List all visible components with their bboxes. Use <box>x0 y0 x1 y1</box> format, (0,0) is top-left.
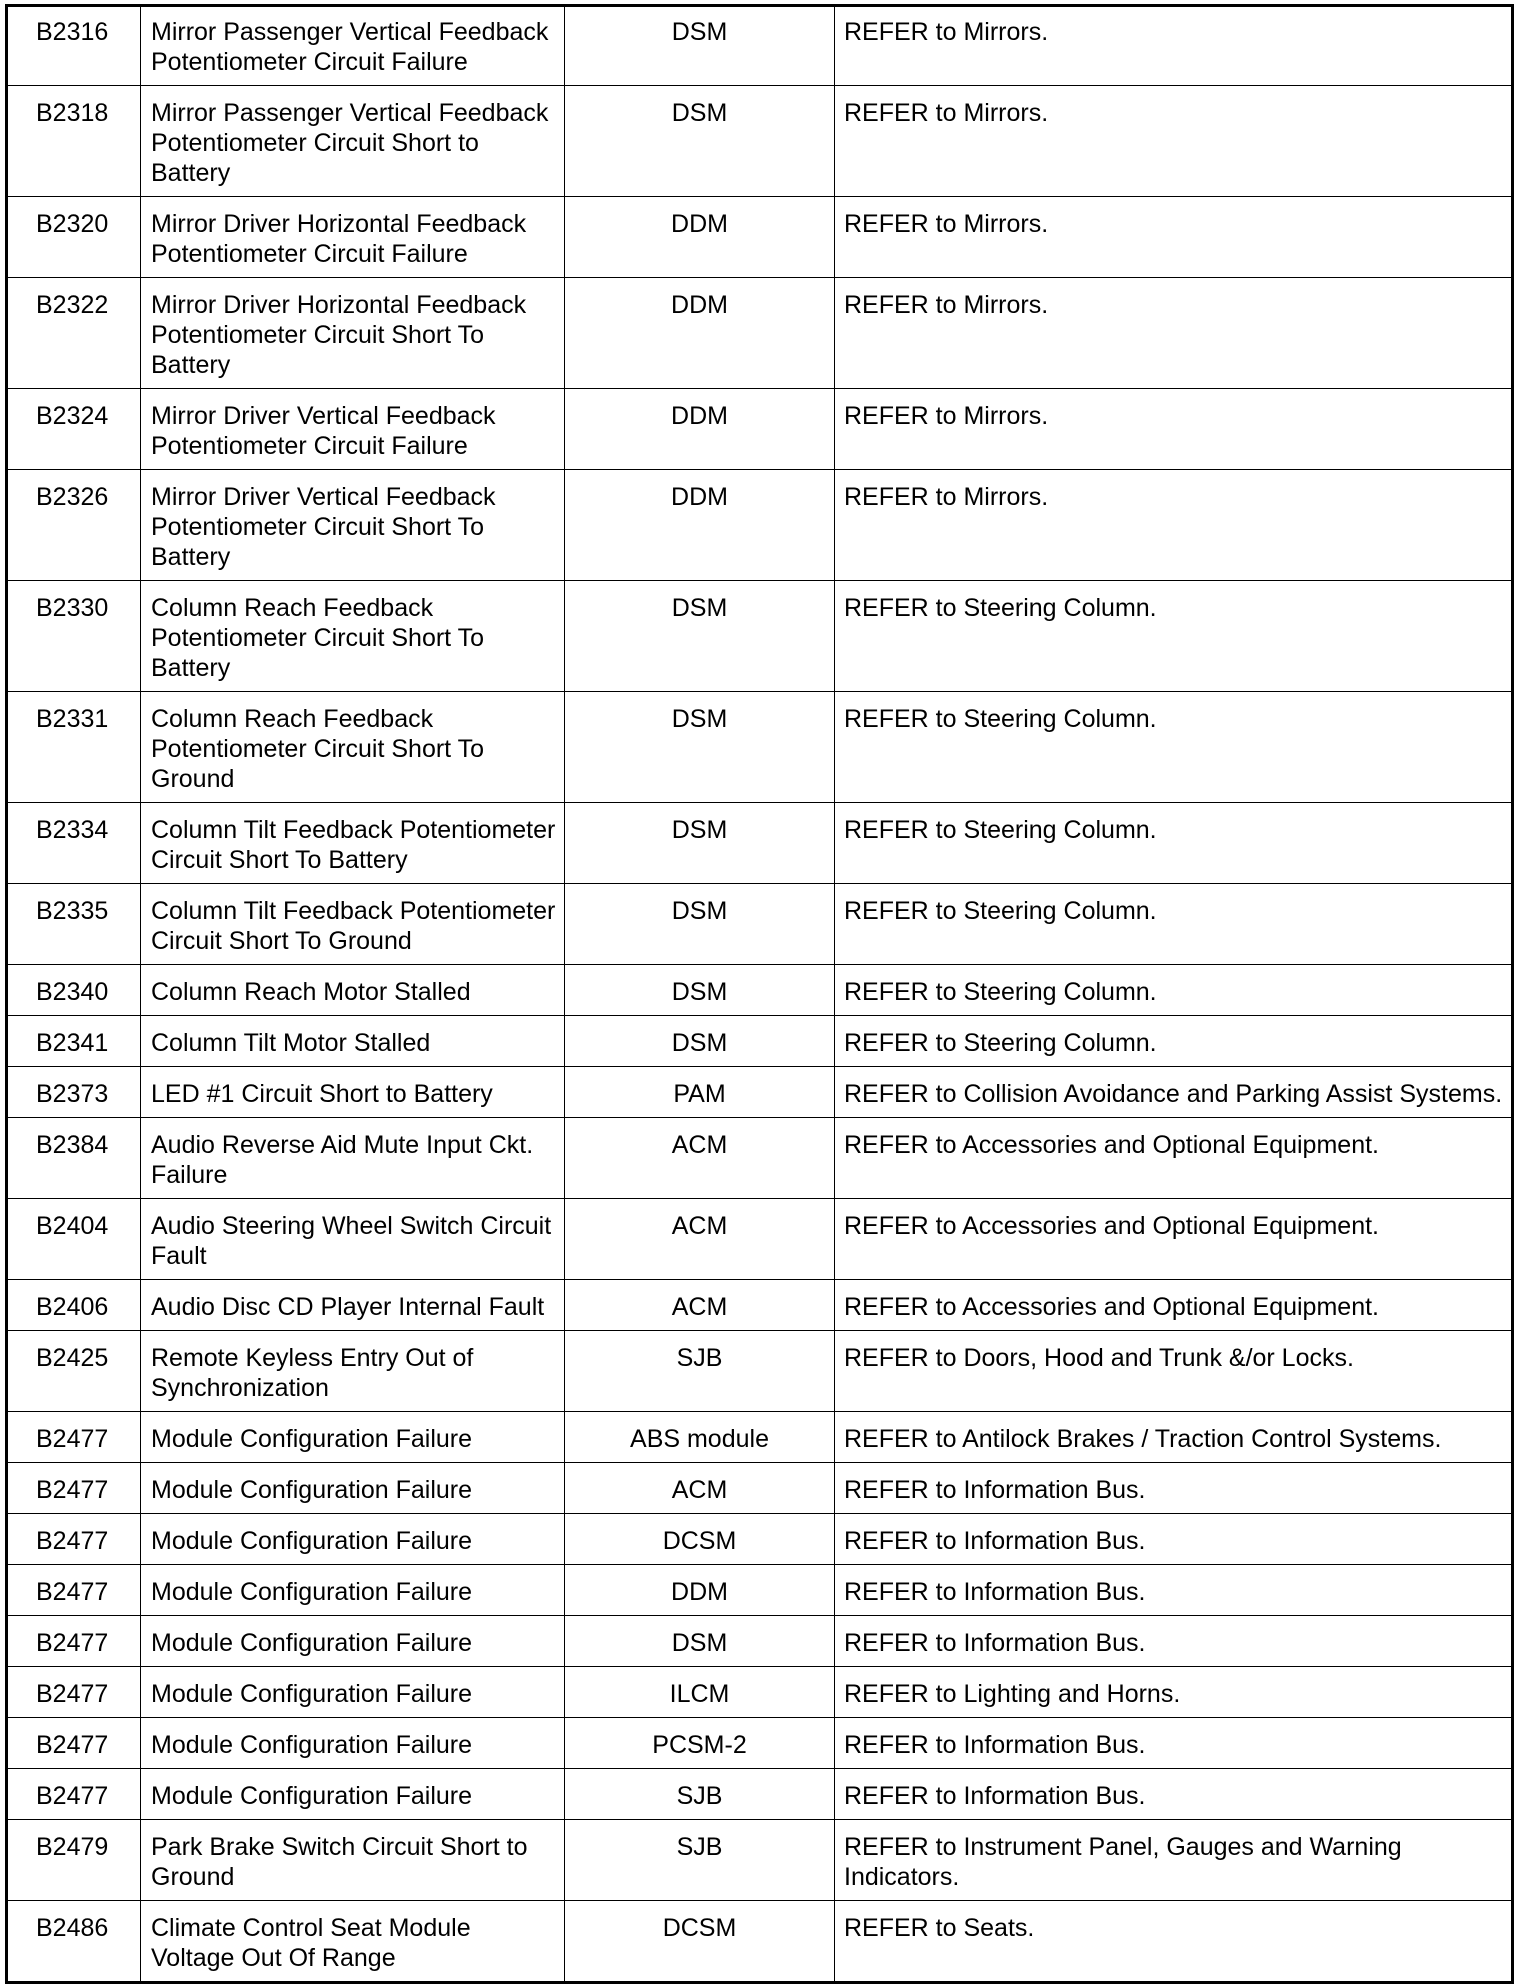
dtc-module: DSM <box>565 581 835 692</box>
dtc-action: REFER to Seats. <box>835 1901 1513 1983</box>
dtc-code: B2373 <box>7 1067 141 1118</box>
dtc-action: REFER to Steering Column. <box>835 884 1513 965</box>
dtc-module: ACM <box>565 1463 835 1514</box>
dtc-action: REFER to Information Bus. <box>835 1769 1513 1820</box>
dtc-action: REFER to Accessories and Optional Equipment. <box>835 1280 1513 1331</box>
dtc-code: B2477 <box>7 1514 141 1565</box>
table-row <box>7 965 1513 1016</box>
dtc-code: B2334 <box>7 803 141 884</box>
dtc-description: Climate Control Seat Module Voltage Out Of Range <box>141 1901 565 1983</box>
dtc-description: LED #1 Circuit Short to Battery <box>141 1067 565 1118</box>
table-row <box>7 470 1513 581</box>
table-row <box>7 1667 1513 1718</box>
dtc-code: B2320 <box>7 197 141 278</box>
dtc-code: B2477 <box>7 1412 141 1463</box>
dtc-module: DDM <box>565 278 835 389</box>
dtc-action: REFER to Steering Column. <box>835 1016 1513 1067</box>
dtc-description: Audio Reverse Aid Mute Input Ckt. Failure <box>141 1118 565 1199</box>
table-row <box>7 1331 1513 1412</box>
table-row <box>7 1769 1513 1820</box>
dtc-action: REFER to Information Bus. <box>835 1565 1513 1616</box>
dtc-code: B2477 <box>7 1667 141 1718</box>
dtc-action: REFER to Information Bus. <box>835 1514 1513 1565</box>
dtc-code: B2331 <box>7 692 141 803</box>
dtc-code: B2326 <box>7 470 141 581</box>
dtc-description: Mirror Passenger Vertical Feedback Potentiometer Circuit Short to Battery <box>141 86 565 197</box>
dtc-module: DCSM <box>565 1514 835 1565</box>
dtc-module: DDM <box>565 470 835 581</box>
table-row <box>7 86 1513 197</box>
dtc-code: B2335 <box>7 884 141 965</box>
table-row <box>7 1280 1513 1331</box>
dtc-module: DSM <box>565 86 835 197</box>
dtc-description: Module Configuration Failure <box>141 1514 565 1565</box>
dtc-module: ILCM <box>565 1667 835 1718</box>
dtc-action: REFER to Steering Column. <box>835 581 1513 692</box>
table-row <box>7 1901 1513 1983</box>
dtc-code: B2404 <box>7 1199 141 1280</box>
dtc-module: DDM <box>565 197 835 278</box>
dtc-description: Park Brake Switch Circuit Short to Ground <box>141 1820 565 1901</box>
dtc-action: REFER to Steering Column. <box>835 803 1513 884</box>
dtc-module: DDM <box>565 1565 835 1616</box>
table-row <box>7 1565 1513 1616</box>
dtc-code: B2477 <box>7 1718 141 1769</box>
dtc-module: SJB <box>565 1331 835 1412</box>
dtc-code: B2318 <box>7 86 141 197</box>
dtc-module: DDM <box>565 389 835 470</box>
dtc-code: B2316 <box>7 6 141 86</box>
dtc-action: REFER to Instrument Panel, Gauges and Warning Indicators. <box>835 1820 1513 1901</box>
dtc-description: Module Configuration Failure <box>141 1412 565 1463</box>
dtc-module: ACM <box>565 1280 835 1331</box>
dtc-action: REFER to Doors, Hood and Trunk &/or Locks. <box>835 1331 1513 1412</box>
dtc-code: B2477 <box>7 1463 141 1514</box>
dtc-module: PCSM-2 <box>565 1718 835 1769</box>
table-row <box>7 1820 1513 1901</box>
dtc-description: Module Configuration Failure <box>141 1565 565 1616</box>
table-row <box>7 1514 1513 1565</box>
dtc-code: B2330 <box>7 581 141 692</box>
table-row <box>7 1616 1513 1667</box>
dtc-module: DSM <box>565 1016 835 1067</box>
dtc-action: REFER to Mirrors. <box>835 86 1513 197</box>
table-row <box>7 692 1513 803</box>
dtc-description: Module Configuration Failure <box>141 1667 565 1718</box>
table-row <box>7 1412 1513 1463</box>
dtc-module: SJB <box>565 1769 835 1820</box>
dtc-description: Module Configuration Failure <box>141 1718 565 1769</box>
dtc-module: PAM <box>565 1067 835 1118</box>
dtc-module: DSM <box>565 1616 835 1667</box>
dtc-description: Remote Keyless Entry Out of Synchronization <box>141 1331 565 1412</box>
dtc-description: Module Configuration Failure <box>141 1463 565 1514</box>
dtc-description: Module Configuration Failure <box>141 1769 565 1820</box>
dtc-action: REFER to Mirrors. <box>835 470 1513 581</box>
dtc-description: Column Tilt Feedback Potentiometer Circuit Short To Ground <box>141 884 565 965</box>
dtc-code: B2324 <box>7 389 141 470</box>
dtc-description: Mirror Passenger Vertical Feedback Potentiometer Circuit Failure <box>141 6 565 86</box>
dtc-action: REFER to Lighting and Horns. <box>835 1667 1513 1718</box>
dtc-code: B2406 <box>7 1280 141 1331</box>
dtc-code: B2477 <box>7 1769 141 1820</box>
table-row <box>7 389 1513 470</box>
table-row <box>7 197 1513 278</box>
dtc-description: Column Tilt Motor Stalled <box>141 1016 565 1067</box>
dtc-code: B2479 <box>7 1820 141 1901</box>
dtc-action: REFER to Mirrors. <box>835 278 1513 389</box>
dtc-description: Column Tilt Feedback Potentiometer Circuit Short To Battery <box>141 803 565 884</box>
dtc-module: DSM <box>565 692 835 803</box>
dtc-code: B2477 <box>7 1565 141 1616</box>
table-row <box>7 581 1513 692</box>
dtc-code: B2486 <box>7 1901 141 1983</box>
table-row <box>7 1067 1513 1118</box>
dtc-table-body <box>7 6 1513 1983</box>
dtc-code: B2425 <box>7 1331 141 1412</box>
dtc-description: Mirror Driver Vertical Feedback Potentiometer Circuit Failure <box>141 389 565 470</box>
dtc-action: REFER to Accessories and Optional Equipment. <box>835 1118 1513 1199</box>
table-row <box>7 6 1513 86</box>
dtc-action: REFER to Accessories and Optional Equipment. <box>835 1199 1513 1280</box>
dtc-module: ABS module <box>565 1412 835 1463</box>
dtc-code: B2340 <box>7 965 141 1016</box>
table-row <box>7 1463 1513 1514</box>
dtc-module: ACM <box>565 1199 835 1280</box>
dtc-module: DSM <box>565 6 835 86</box>
dtc-action: REFER to Information Bus. <box>835 1718 1513 1769</box>
dtc-module: DSM <box>565 884 835 965</box>
dtc-code: B2322 <box>7 278 141 389</box>
dtc-action: REFER to Collision Avoidance and Parking Assist Systems. <box>835 1067 1513 1118</box>
table-row <box>7 1016 1513 1067</box>
dtc-description: Mirror Driver Horizontal Feedback Potentiometer Circuit Failure <box>141 197 565 278</box>
dtc-action: REFER to Mirrors. <box>835 389 1513 470</box>
dtc-description: Module Configuration Failure <box>141 1616 565 1667</box>
dtc-action: REFER to Steering Column. <box>835 692 1513 803</box>
dtc-action: REFER to Information Bus. <box>835 1616 1513 1667</box>
table-row <box>7 278 1513 389</box>
dtc-action: REFER to Information Bus. <box>835 1463 1513 1514</box>
dtc-description: Audio Disc CD Player Internal Fault <box>141 1280 565 1331</box>
dtc-action: REFER to Mirrors. <box>835 6 1513 86</box>
table-row <box>7 1118 1513 1199</box>
dtc-description: Mirror Driver Vertical Feedback Potentiometer Circuit Short To Battery <box>141 470 565 581</box>
dtc-module: ACM <box>565 1118 835 1199</box>
dtc-action: REFER to Mirrors. <box>835 197 1513 278</box>
dtc-module: DCSM <box>565 1901 835 1983</box>
dtc-description: Audio Steering Wheel Switch Circuit Fault <box>141 1199 565 1280</box>
dtc-module: SJB <box>565 1820 835 1901</box>
table-row <box>7 803 1513 884</box>
dtc-action: REFER to Antilock Brakes / Traction Control Systems. <box>835 1412 1513 1463</box>
table-row <box>7 884 1513 965</box>
table-row <box>7 1718 1513 1769</box>
dtc-module: DSM <box>565 803 835 884</box>
dtc-description: Column Reach Feedback Potentiometer Circuit Short To Ground <box>141 692 565 803</box>
dtc-code: B2477 <box>7 1616 141 1667</box>
dtc-description: Mirror Driver Horizontal Feedback Potentiometer Circuit Short To Battery <box>141 278 565 389</box>
dtc-description: Column Reach Feedback Potentiometer Circuit Short To Battery <box>141 581 565 692</box>
dtc-action: REFER to Steering Column. <box>835 965 1513 1016</box>
dtc-code: B2384 <box>7 1118 141 1199</box>
dtc-module: DSM <box>565 965 835 1016</box>
dtc-description: Column Reach Motor Stalled <box>141 965 565 1016</box>
dtc-table <box>5 4 1514 1984</box>
table-row <box>7 1199 1513 1280</box>
dtc-code: B2341 <box>7 1016 141 1067</box>
